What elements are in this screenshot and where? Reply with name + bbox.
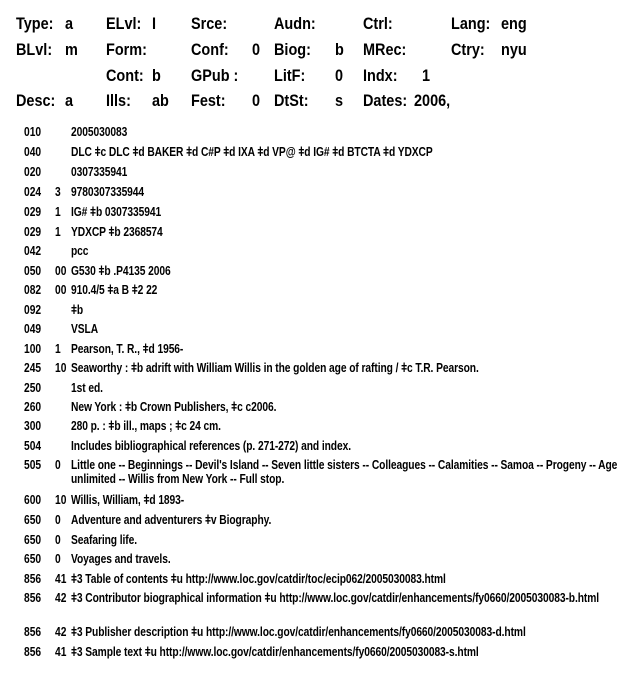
field-tag: 856 bbox=[24, 645, 42, 659]
fixed-field-label-mrec: MRec: bbox=[363, 40, 407, 59]
field-content: pcc bbox=[71, 244, 89, 258]
field-tag: 600 bbox=[24, 493, 42, 507]
field-tag: 650 bbox=[24, 513, 42, 527]
field-tag: 650 bbox=[24, 533, 42, 547]
fixed-field-value-conf: 0 bbox=[252, 40, 261, 59]
field-indicators: 0 bbox=[55, 552, 61, 566]
field-tag: 050 bbox=[24, 264, 42, 278]
field-content: Seaworthy : ǂb adrift with William Willis in the golden age of rafting / ǂc T.R. Pearson. bbox=[71, 361, 479, 375]
fixed-field-label-fest: Fest: bbox=[191, 91, 226, 110]
field-tag: 010 bbox=[24, 125, 42, 139]
field-indicators: 00 bbox=[55, 264, 67, 278]
fixed-field-label-elvl: ELvl: bbox=[106, 14, 142, 33]
field-content: 1st ed. bbox=[71, 381, 103, 395]
field-content: VSLA bbox=[71, 322, 99, 336]
fixed-field-value-biog: b bbox=[335, 40, 344, 59]
field-content: Seafaring life. bbox=[71, 533, 137, 547]
field-content: YDXCP ǂb 2368574 bbox=[71, 225, 163, 239]
fixed-field-label-gpub: GPub : bbox=[191, 66, 239, 85]
field-tag: 049 bbox=[24, 322, 42, 336]
field-indicators: 10 bbox=[55, 361, 67, 375]
field-tag: 650 bbox=[24, 552, 42, 566]
field-content: 0307335941 bbox=[71, 165, 128, 179]
field-tag: 029 bbox=[24, 225, 42, 239]
field-tag: 300 bbox=[24, 419, 42, 433]
field-content: IG# ǂb 0307335941 bbox=[71, 205, 162, 219]
field-tag: 042 bbox=[24, 244, 42, 258]
field-content: 280 p. : ǂb ill., maps ; ǂc 24 cm. bbox=[71, 419, 221, 433]
field-content: Pearson, T. R., ǂd 1956- bbox=[71, 342, 184, 356]
field-content: Voyages and travels. bbox=[71, 552, 171, 566]
field-indicators: 0 bbox=[55, 533, 61, 547]
fixed-field-label-form: Form: bbox=[106, 40, 147, 59]
fixed-field-label-biog: Biog: bbox=[274, 40, 311, 59]
fixed-field-value-desc: a bbox=[65, 91, 74, 110]
field-indicators: 41 bbox=[55, 572, 67, 586]
fixed-field-label-cont: Cont: bbox=[106, 66, 144, 85]
fixed-field-label-desc: Desc: bbox=[16, 91, 56, 110]
fixed-field-label-audn: Audn: bbox=[274, 14, 316, 33]
field-tag: 505 bbox=[24, 458, 42, 472]
fixed-field-label-indx: Indx: bbox=[363, 66, 398, 85]
field-indicators: 10 bbox=[55, 493, 67, 507]
fixed-field-value-indx: 1 bbox=[422, 66, 431, 85]
field-indicators: 0 bbox=[55, 513, 61, 527]
fixed-field-label-ctrl: Ctrl: bbox=[363, 14, 393, 33]
field-content: ǂb bbox=[71, 303, 84, 317]
field-content: ǂ3 Table of contents ǂu http://www.loc.gov/catdir/toc/ecip062/2005030083.html bbox=[71, 572, 446, 586]
fixed-field-value-fest: 0 bbox=[252, 91, 261, 110]
field-indicators: 3 bbox=[55, 185, 61, 199]
field-tag: 245 bbox=[24, 361, 42, 375]
fixed-field-label-blvl: BLvl: bbox=[16, 40, 53, 59]
fixed-field-label-srce: Srce: bbox=[191, 14, 228, 33]
field-content: ǂ3 Publisher description ǂu http://www.loc.gov/catdir/enhancements/fy0660/2005030083-d.html bbox=[71, 625, 526, 639]
fixed-field-label-type: Type: bbox=[16, 14, 54, 33]
field-content: Adventure and adventurers ǂv Biography. bbox=[71, 513, 272, 527]
field-indicators: 1 bbox=[55, 205, 61, 219]
field-indicators: 42 bbox=[55, 591, 67, 605]
field-tag: 250 bbox=[24, 381, 42, 395]
field-tag: 856 bbox=[24, 572, 42, 586]
fixed-field-label-dtst: DtSt: bbox=[274, 91, 309, 110]
fixed-field-value-elvl: I bbox=[152, 14, 157, 33]
field-content: 2005030083 bbox=[71, 125, 128, 139]
field-tag: 020 bbox=[24, 165, 42, 179]
fixed-field-label-litf: LitF: bbox=[274, 66, 306, 85]
field-indicators: 0 bbox=[55, 458, 61, 472]
field-indicators: 42 bbox=[55, 625, 67, 639]
fixed-field-value-ills: ab bbox=[152, 91, 169, 110]
field-tag: 024 bbox=[24, 185, 42, 199]
field-content: Includes bibliographical references (p. 271-272) and index. bbox=[71, 439, 351, 453]
field-tag: 856 bbox=[24, 625, 42, 639]
fixed-field-label-dates: Dates: bbox=[363, 91, 408, 110]
fixed-field-label-ctry: Ctry: bbox=[451, 40, 485, 59]
fixed-field-label-conf: Conf: bbox=[191, 40, 229, 59]
fixed-field-value-blvl: m bbox=[65, 40, 78, 59]
fixed-field-value-ctry: nyu bbox=[501, 40, 527, 59]
fixed-field-label-lang: Lang: bbox=[451, 14, 491, 33]
field-tag: 092 bbox=[24, 303, 42, 317]
fixed-field-value-type: a bbox=[65, 14, 74, 33]
fixed-field-value-cont: b bbox=[152, 66, 161, 85]
fixed-field-label-ills: Ills: bbox=[106, 91, 131, 110]
fixed-field-value-dtst: s bbox=[335, 91, 344, 110]
field-tag: 029 bbox=[24, 205, 42, 219]
fixed-field-value-litf: 0 bbox=[335, 66, 344, 85]
field-tag: 260 bbox=[24, 400, 42, 414]
field-content: ǂ3 Sample text ǂu http://www.loc.gov/catdir/enhancements/fy0660/2005030083-s.html bbox=[71, 645, 479, 659]
field-tag: 100 bbox=[24, 342, 42, 356]
field-tag: 082 bbox=[24, 283, 42, 297]
field-content: Little one -- Beginnings -- Devil's Island -- Seven little sisters -- Colleagues -- Calamities -- Samoa -- Progeny -- Age unlimited -- Willis from New York -- Full stop. bbox=[71, 458, 621, 486]
field-indicators: 00 bbox=[55, 283, 67, 297]
field-tag: 504 bbox=[24, 439, 42, 453]
field-content: Willis, William, ǂd 1893- bbox=[71, 493, 185, 507]
field-indicators: 1 bbox=[55, 342, 61, 356]
field-indicators: 41 bbox=[55, 645, 67, 659]
field-tag: 856 bbox=[24, 591, 42, 605]
field-tag: 040 bbox=[24, 145, 42, 159]
field-content: 910.4/5 ǂa B ǂ2 22 bbox=[71, 283, 158, 297]
fixed-field-value-dates: 2006, bbox=[414, 91, 451, 110]
field-content: 9780307335944 bbox=[71, 185, 145, 199]
field-content: New York : ǂb Crown Publishers, ǂc c2006. bbox=[71, 400, 277, 414]
field-content: ǂ3 Contributor biographical information ǂu http://www.loc.gov/catdir/enhancements/fy0660/2005030083-b.html bbox=[71, 591, 600, 605]
fixed-field-value-lang: eng bbox=[501, 14, 527, 33]
field-content: G530 ǂb .P4135 2006 bbox=[71, 264, 171, 278]
field-content: DLC ǂc DLC ǂd BAKER ǂd C#P ǂd IXA ǂd VP@ ǂd IG# ǂd BTCTA ǂd YDXCP bbox=[71, 145, 433, 159]
field-indicators: 1 bbox=[55, 225, 61, 239]
